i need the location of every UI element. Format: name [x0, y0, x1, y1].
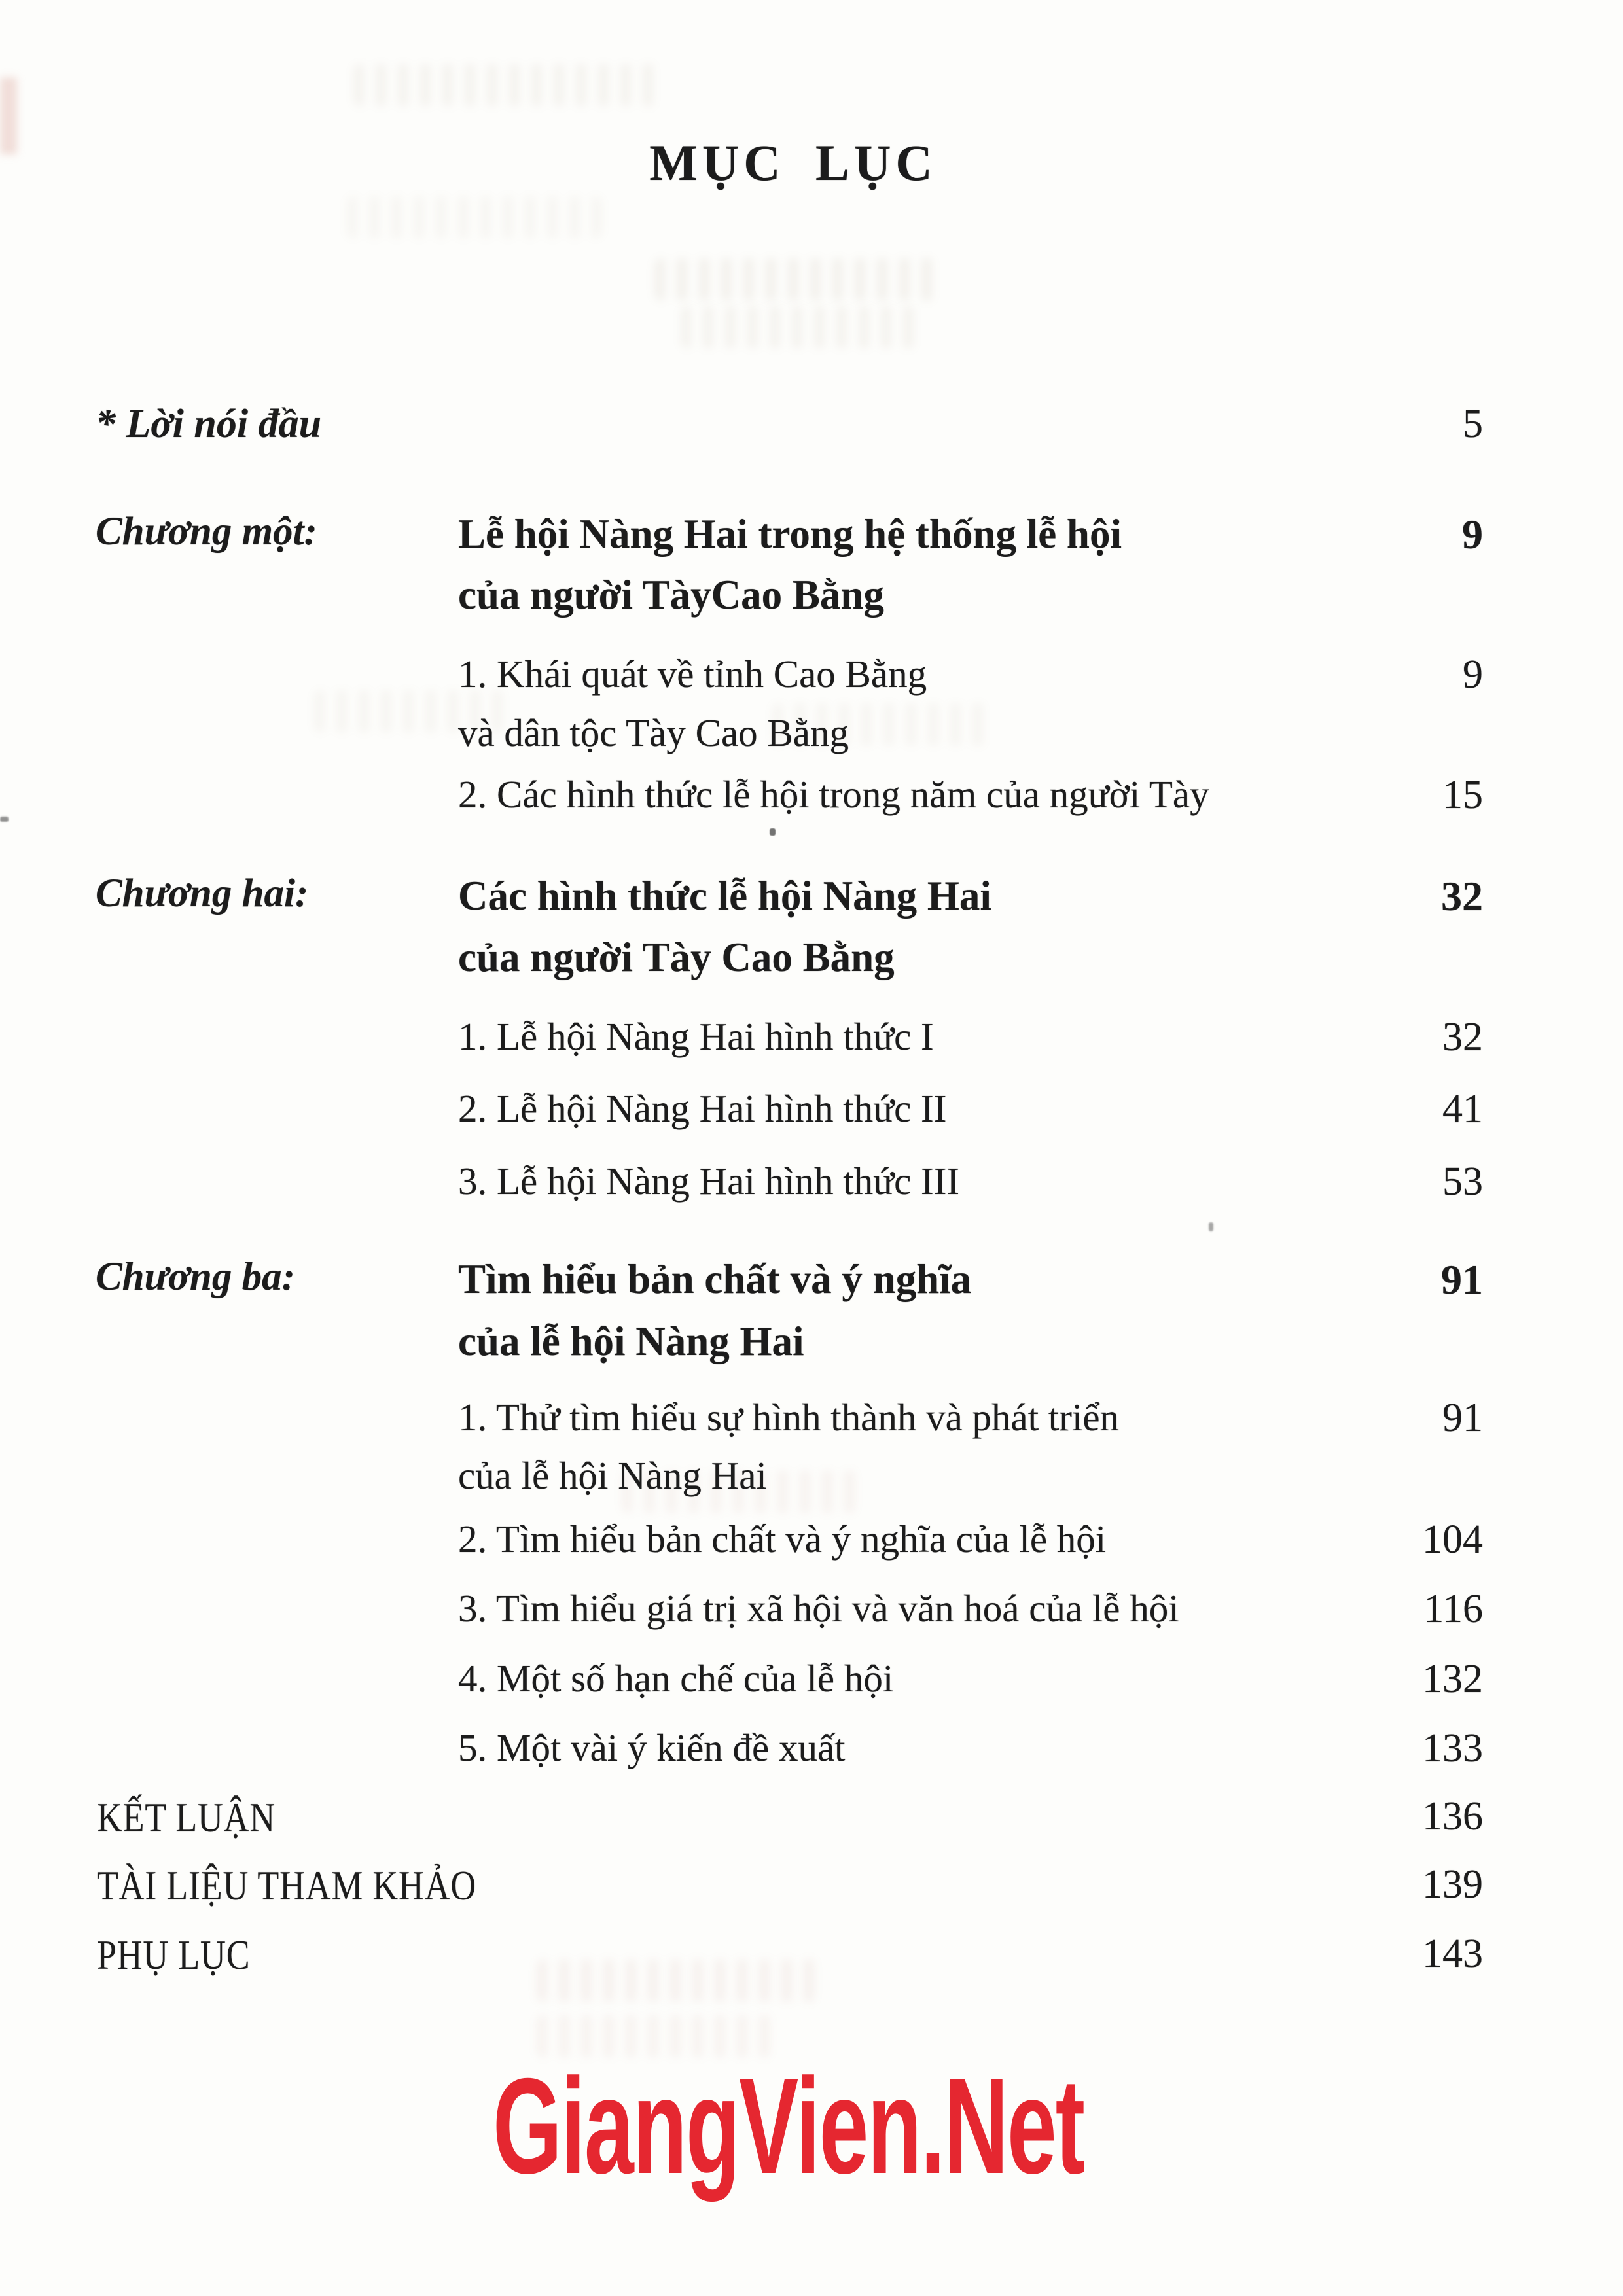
- toc-row: [0, 1318, 1623, 1377]
- toc-row: [0, 1014, 1623, 1073]
- page-number: 15: [1442, 773, 1483, 817]
- toc-row: [0, 1931, 1623, 1990]
- toc-row: [0, 772, 1623, 831]
- page-number: 41: [1442, 1087, 1483, 1131]
- page-number: 53: [1442, 1159, 1483, 1204]
- page-number: 132: [1422, 1657, 1483, 1701]
- entry-title: 2. Các hình thức lễ hội trong năm của người Tày: [458, 773, 1209, 816]
- entry-title: 2. Lễ hội Nàng Hai hình thức II: [458, 1087, 947, 1130]
- entry-title-continuation: của lễ hội Nàng Hai: [458, 1454, 767, 1497]
- page-number: 136: [1422, 1794, 1483, 1839]
- page-number: 91: [1442, 1396, 1483, 1440]
- toc-row: [0, 1517, 1623, 1576]
- entry-title: 5. Một vài ý kiến đề xuất: [458, 1726, 846, 1769]
- toc-row: [0, 1656, 1623, 1715]
- entry-title-continuation: của lễ hội Nàng Hai: [458, 1318, 804, 1364]
- page-number: 32: [1441, 873, 1483, 919]
- entry-title: PHỤ LỤC: [97, 1932, 251, 1978]
- page-number: 143: [1422, 1932, 1483, 1976]
- entry-title: Lễ hội Nàng Hai trong hệ thống lễ hội: [458, 511, 1122, 557]
- page-number: 139: [1422, 1862, 1483, 1907]
- toc-row: [0, 571, 1623, 630]
- entry-title-continuation: của người TàyCao Bằng: [458, 572, 884, 618]
- page-number: 104: [1422, 1517, 1483, 1562]
- page-number: 9: [1463, 652, 1483, 697]
- entry-title: 2. Tìm hiểu bản chất và ý nghĩa của lễ hội: [458, 1517, 1107, 1561]
- bleed-through: [353, 64, 661, 106]
- entry-title: 4. Một số hạn chế của lễ hội: [458, 1657, 894, 1700]
- entry-title: 1. Thử tìm hiểu sự hình thành và phát triển: [458, 1396, 1120, 1439]
- toc-row: [0, 872, 1623, 931]
- page-number: 9: [1462, 511, 1483, 557]
- scan-artifact: [1209, 1222, 1213, 1231]
- entry-title-continuation: và dân tộc Tày Cao Bằng: [458, 711, 849, 754]
- toc-row: [0, 934, 1623, 993]
- chapter-label: Chương ba:: [96, 1255, 295, 1299]
- entry-title: 1. Lễ hội Nàng Hai hình thức I: [458, 1015, 934, 1058]
- bleed-through: [654, 258, 936, 300]
- toc-row: [0, 1395, 1623, 1454]
- entry-title: KẾT LUẬN: [97, 1794, 276, 1841]
- entry-title: * Lời nói đầu: [96, 402, 322, 446]
- toc-row: [0, 1159, 1623, 1218]
- entry-title: 3. Lễ hội Nàng Hai hình thức III: [458, 1159, 959, 1203]
- toc-row: [0, 401, 1623, 460]
- page-number: 5: [1463, 402, 1483, 446]
- entry-title: Tìm hiểu bản chất và ý nghĩa: [458, 1256, 972, 1302]
- toc-row: [0, 1793, 1623, 1852]
- bleed-through: [681, 306, 916, 348]
- toc-row: [0, 1862, 1623, 1920]
- bleed-through: [347, 196, 602, 238]
- entry-title: Các hình thức lễ hội Nàng Hai: [458, 873, 991, 919]
- page-title: MỤC LỤC: [649, 134, 937, 191]
- entry-title: 3. Tìm hiểu giá trị xã hội và văn hoá của lễ hội: [458, 1587, 1179, 1630]
- toc-row: [0, 711, 1623, 769]
- toc-row: [0, 1586, 1623, 1645]
- page-number: 91: [1441, 1256, 1483, 1303]
- toc-row: [0, 1256, 1623, 1315]
- page-number: 133: [1422, 1726, 1483, 1771]
- toc-row: [0, 1453, 1623, 1512]
- toc-row: [0, 652, 1623, 711]
- entry-title: TÀI LIỆU THAM KHẢO: [97, 1862, 477, 1909]
- toc-row: [0, 1725, 1623, 1784]
- toc-row: [0, 1086, 1623, 1145]
- page-number: 116: [1423, 1587, 1483, 1631]
- watermark-text: GiangVien.Net: [493, 2051, 1084, 2202]
- entry-title-continuation: của người Tày Cao Bằng: [458, 934, 895, 980]
- chapter-label: Chương một:: [96, 510, 317, 554]
- page-number: 32: [1442, 1015, 1483, 1059]
- toc-row: [0, 510, 1623, 569]
- entry-title: 1. Khái quát về tỉnh Cao Bằng: [458, 652, 927, 696]
- chapter-label: Chương hai:: [96, 872, 309, 915]
